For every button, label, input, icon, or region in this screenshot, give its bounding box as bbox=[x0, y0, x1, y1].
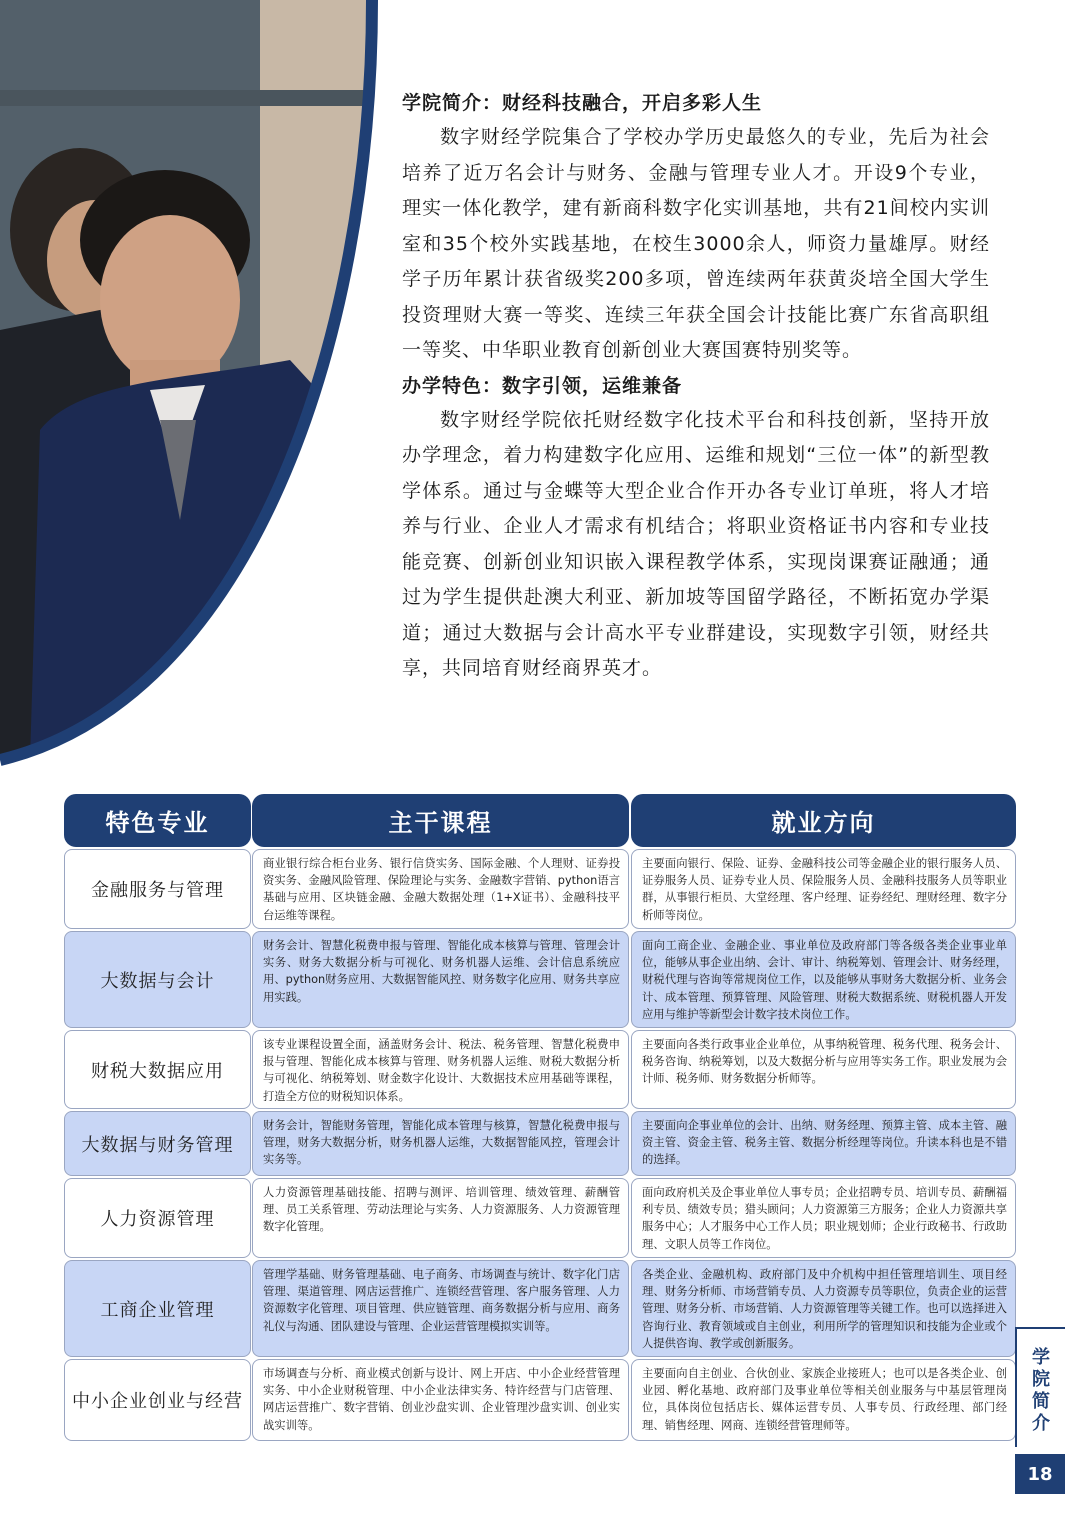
major-name: 工商企业管理 bbox=[64, 1260, 251, 1357]
article bbox=[402, 86, 990, 687]
section-heading-intro: 学院简介：财经科技融合，开启多彩人生 bbox=[402, 92, 763, 114]
table-row bbox=[64, 847, 1016, 929]
section-body-features: 数字财经学院依托财经数字化技术平台和科技创新，坚持开放办学理念，着力构建数字化应用、运维和规划“三位一体”的新型教学体系。通过与金蝶等大型企业合作开办各专业订单班，将人才培养与行业、企业人才需求有机结合；将职业资格证书内容和专业技能竞赛、创新创业知识嵌入课程教学体系，实现岗课赛证融通；通过为学生提供赴澳大利亚、新加坡等国留学路径，不断拓宽办学渠道；通过大数据与会计高水平专业群建设，实现数字引领，财经共享，共同培育财经商界英才。 bbox=[402, 408, 990, 679]
major-name: 人力资源管理 bbox=[64, 1178, 251, 1258]
section-body-intro: 数字财经学院集合了学校办学历史最悠久的专业，先后为社会培养了近万名会计与财务、金融与管理专业人才。开设9个专业，理实一体化教学，建有新商科数字化实训基地，共有21间校内实训室和35个校外实践基地，在校生3000余人，师资力量雄厚。财经学子历年累计获省级奖200多项，曾连续两年获黄炎培全国大学生投资理财大赛一等奖、连续三年获全国会计技能比赛广东省高职组一等奖、中华职业教育创新创业大赛国赛特别奖等。 bbox=[402, 126, 990, 361]
students-photo bbox=[0, 0, 382, 775]
table-header bbox=[64, 794, 1016, 847]
section-side-label: 学院简介 bbox=[1032, 1347, 1050, 1434]
major-courses: 财务会计，智能财务管理，智能化成本管理与核算，智慧化税费申报与管理，财务大数据分析，财务机器人运维，大数据智能风控，管理会计实务等。 bbox=[252, 1111, 629, 1176]
majors-table bbox=[64, 794, 1016, 1441]
major-courses: 商业银行综合柜台业务、银行信贷实务、国际金融、个人理财、证券投资实务、金融风险管理、保险理论与实务、金融数字营销、python语言基础与应用、区块链金融、金融大数据处理（1+X证书）、金融科技平台运维等课程。 bbox=[252, 849, 629, 929]
major-name: 中小企业创业与经营 bbox=[64, 1359, 251, 1441]
section-heading-features: 办学特色：数字引领，运维兼备 bbox=[402, 374, 683, 397]
major-careers: 主要面向自主创业、合伙创业、家族企业接班人；也可以是各类企业、创业园、孵化基地、政府部门及事业单位等相关创业服务与中基层管理岗位，具体岗位包括店长、媒体运营专员、人事专员、行政经理、部门经理、销售经理、网商、连锁经营管理师等。 bbox=[631, 1359, 1016, 1441]
major-courses: 财务会计、智慧化税费申报与管理、智能化成本核算与管理、管理会计实务、财务大数据分析与可视化、财务机器人运维、会计信息系统应用、python财务应用、大数据智能风控、财务数字化应用、财务共享应用实践。 bbox=[252, 931, 629, 1028]
major-careers: 各类企业、金融机构、政府部门及中介机构中担任管理培训生、项目经理、财务分析师、市场营销专员、人力资源专员等职位，负责企业的运营管理、财务分析、市场营销、人力资源管理等关键工作。也可以选择进入咨询行业、教育领域或自主创业，利用所学的管理知识和技能为企业或个人提供咨询、教学或创新服务。 bbox=[631, 1260, 1016, 1357]
side-divider-vertical bbox=[1015, 1327, 1017, 1447]
side-divider bbox=[1015, 1327, 1065, 1329]
header-major: 特色专业 bbox=[64, 794, 251, 847]
major-name: 金融服务与管理 bbox=[64, 849, 251, 929]
major-courses: 人力资源管理基础技能、招聘与测评、培训管理、绩效管理、薪酬管理、员工关系管理、劳动法理论与实务、人力资源服务、人力资源管理数字化管理。 bbox=[252, 1178, 629, 1258]
major-careers: 主要面向企事业单位的会计、出纳、财务经理、预算主管、成本主管、融资主管、资金主管、税务主管、数据分析经理等岗位。升读本科也是不错的选择。 bbox=[631, 1111, 1016, 1176]
page-number: 18 bbox=[1015, 1454, 1065, 1494]
major-courses: 该专业课程设置全面，涵盖财务会计、税法、税务管理、智慧化税费申报与管理、智能化成本核算与管理、财务机器人运维、财税大数据分析与可视化、纳税筹划、财金数字化设计、大数据技术应用基础等课程，打造全方位的财税知识体系。 bbox=[252, 1030, 629, 1109]
major-courses: 市场调查与分析、商业模式创新与设计、网上开店、中小企业经营管理实务、中小企业财税管理、中小企业法律实务、特许经营与门店管理、网店运营推广、数字营销、创业沙盘实训、企业管理沙盘实训、创业实战实训等。 bbox=[252, 1359, 629, 1441]
table-row bbox=[64, 1028, 1016, 1109]
table-row bbox=[64, 1109, 1016, 1176]
major-courses: 管理学基础、财务管理基础、电子商务、市场调查与统计、数字化门店管理、渠道管理、网店运营推广、连锁经营管理、客户服务管理、人力资源数字化管理、项目管理、供应链管理、商务数据分析与应用、商务礼仪与沟通、团队建设与管理、企业运营管理模拟实训等。 bbox=[252, 1260, 629, 1357]
major-careers: 面向工商企业、金融企业、事业单位及政府部门等各级各类企业事业单位，能够从事企业出纳、会计、审计、纳税筹划、管理会计、财务经理，财税代理与咨询等常规岗位工作，以及能够从事财务大数据分析、业务会计、成本管理、预算管理、风险管理、财税大数据系统、财税机器人开发应用与维护等新型会计数字技术岗位工作。 bbox=[631, 931, 1016, 1028]
major-careers: 主要面向各类行政事业企业单位，从事纳税管理、税务代理、税务会计、税务咨询、纳税筹划，以及大数据分析与应用等实务工作。职业发展为会计师、税务师、财务数据分析师等。 bbox=[631, 1030, 1016, 1109]
table-row bbox=[64, 1258, 1016, 1357]
table-row bbox=[64, 1176, 1016, 1258]
major-name: 财税大数据应用 bbox=[64, 1030, 251, 1109]
major-careers: 面向政府机关及企事业单位人事专员；企业招聘专员、培训专员、薪酬福利专员、绩效专员；猎头顾问；人力资源第三方服务；企业人力资源共享服务中心；人才服务中心工作人员；职业规划师；企业行政秘书、行政助理、文职人员等工作岗位。 bbox=[631, 1178, 1016, 1258]
major-name: 大数据与财务管理 bbox=[64, 1111, 251, 1176]
major-name: 大数据与会计 bbox=[64, 931, 251, 1028]
table-row bbox=[64, 1357, 1016, 1441]
major-careers: 主要面向银行、保险、证券、金融科技公司等金融企业的银行服务人员、证券服务人员、证券专业人员、保险服务人员、金融科技服务人员等职业群，从事银行柜员、大堂经理、客户经理、证券经纪、理财经理、数字分析师等岗位。 bbox=[631, 849, 1016, 929]
header-careers: 就业方向 bbox=[631, 794, 1016, 847]
table-row bbox=[64, 929, 1016, 1028]
header-courses: 主干课程 bbox=[252, 794, 629, 847]
